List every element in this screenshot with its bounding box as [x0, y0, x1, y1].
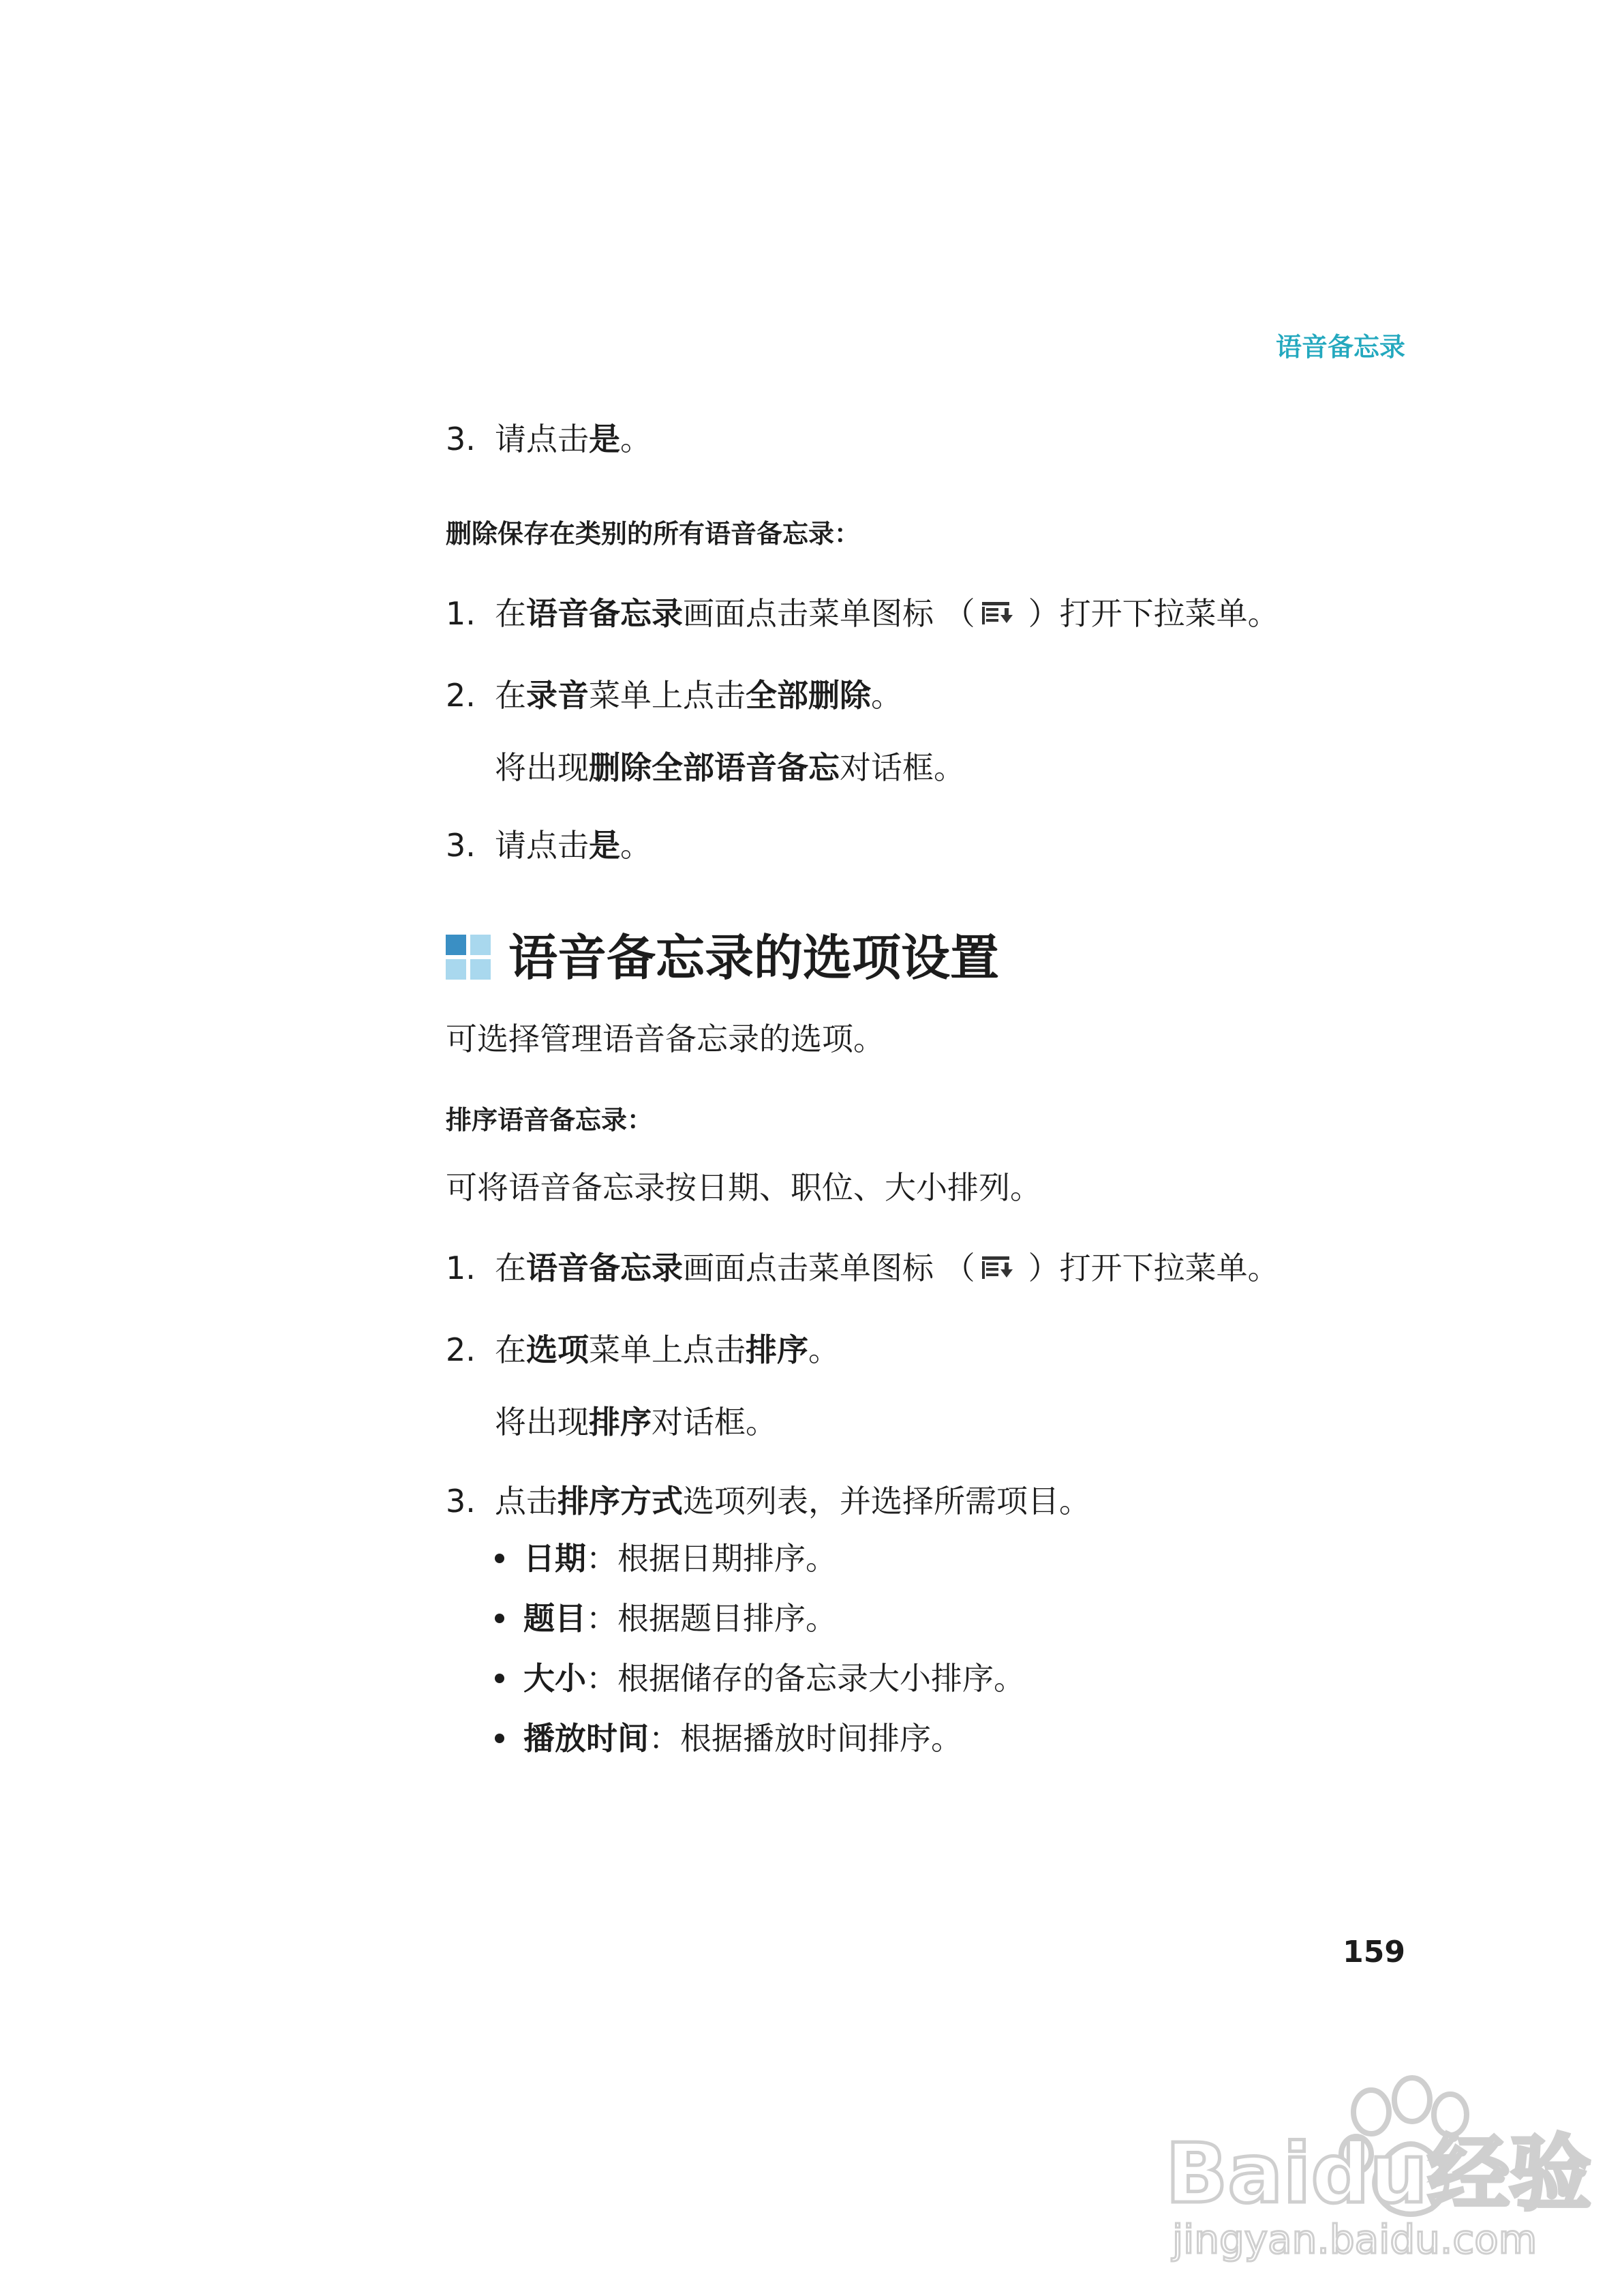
running-header: 语音备忘录: [1275, 332, 1405, 362]
menu-dropdown-icon: [981, 1254, 1023, 1282]
subheading-delete-category: 删除保存在类别的所有语音备忘录：: [446, 519, 861, 549]
step-text: ）打开下拉菜单。: [1028, 1250, 1279, 1286]
section-title: [446, 927, 999, 988]
step-note-sort: [495, 1402, 777, 1442]
page-number: 159: [1343, 1935, 1405, 1969]
step-confirm-top: [446, 419, 652, 459]
step-bold: 语音备忘录: [526, 595, 683, 632]
step-text: 在: [495, 1331, 526, 1368]
step-number: 1.: [446, 595, 476, 632]
bullet-text: 根据题目排序。: [617, 1600, 837, 1637]
step-2-sort: [446, 1329, 840, 1370]
step-bold: 录音: [526, 677, 589, 714]
step-text: 点击: [495, 1483, 557, 1520]
step-text: 请点击: [495, 827, 589, 864]
bullet-label: 题目: [523, 1600, 586, 1637]
baidu-jingyan-watermark: [1159, 2059, 1591, 2263]
step-bold: 是: [589, 827, 620, 864]
subheading-sort: 排序语音备忘录：: [446, 1105, 654, 1135]
step-text: 画面点击菜单图标 （: [683, 1250, 975, 1286]
step-text: 选项列表，并选择所需项目。: [683, 1483, 1090, 1520]
note-text: 将出现: [495, 749, 589, 786]
section-squares-icon: [446, 935, 491, 980]
step-text: 请点击: [495, 421, 589, 457]
bullet-text: 根据日期排序。: [617, 1540, 837, 1577]
bullet-dot-icon: [495, 1614, 504, 1623]
bullet-label: 日期: [523, 1540, 586, 1577]
bullet-label: 大小: [523, 1660, 586, 1697]
note-text: 对话框。: [840, 749, 965, 786]
step-text: 菜单上点击: [589, 677, 746, 714]
step-text: ）打开下拉菜单。: [1028, 595, 1279, 632]
bullet-sep: ：: [586, 1660, 617, 1697]
step-text: 。: [620, 421, 652, 457]
step-number: 3.: [446, 1483, 476, 1520]
bullet-sep: ：: [586, 1600, 617, 1637]
watermark-brand: Baidu经验: [1165, 2127, 1591, 2222]
bullet-dot-icon: [495, 1734, 504, 1743]
step-text: 在: [495, 1250, 526, 1286]
watermark-url: jingyan.baidu.com: [1172, 2216, 1537, 2263]
note-bold: 删除全部语音备忘: [589, 749, 840, 786]
bullet-sep: ：: [586, 1540, 617, 1577]
step-text: 在: [495, 595, 526, 632]
note-text: 对话框。: [652, 1404, 777, 1440]
sort-description: 可将语音备忘录按日期、职位、大小排列。: [446, 1169, 1041, 1206]
bullet-sep: ：: [649, 1720, 680, 1757]
bullet-text: 根据播放时间排序。: [680, 1720, 962, 1757]
step-text: 画面点击菜单图标 （: [683, 595, 975, 632]
step-text: 在: [495, 677, 526, 714]
step-number: 1.: [446, 1250, 476, 1286]
note-text: 将出现: [495, 1404, 589, 1440]
step-text: 。: [871, 677, 902, 714]
step-bold: 全部删除: [746, 677, 871, 714]
menu-dropdown-icon: [981, 600, 1023, 627]
step-2-delete: [446, 675, 902, 716]
step-bold: 排序方式: [557, 1483, 683, 1520]
note-bold: 排序: [589, 1404, 652, 1440]
bullet-dot-icon: [495, 1674, 504, 1683]
step-number: 3.: [446, 421, 476, 457]
step-bold: 是: [589, 421, 620, 457]
step-text: 。: [808, 1331, 840, 1368]
section-title-text: 语音备忘录的选项设置: [508, 929, 1000, 986]
bullet-item: [495, 1658, 1025, 1699]
bullet-item: [495, 1538, 837, 1579]
bullet-text: 根据储存的备忘录大小排序。: [617, 1660, 1025, 1697]
step-note-delete: [495, 747, 965, 788]
step-bold: 语音备忘录: [526, 1250, 683, 1286]
step-3-sort: [446, 1481, 1090, 1522]
bullet-item: [495, 1718, 962, 1759]
step-number: 2.: [446, 677, 476, 714]
step-text: 菜单上点击: [589, 1331, 746, 1368]
step-1-delete: [446, 593, 1279, 634]
bullet-dot-icon: [495, 1554, 504, 1563]
step-bold: 排序: [746, 1331, 808, 1368]
bullet-item: [495, 1598, 837, 1639]
step-number: 3.: [446, 827, 476, 864]
step-bold: 选项: [526, 1331, 589, 1368]
step-1-sort: [446, 1248, 1279, 1288]
bullet-label: 播放时间: [523, 1720, 649, 1757]
section-intro: 可选择管理语音备忘录的选项。: [446, 1021, 885, 1057]
step-text: 。: [620, 827, 652, 864]
step-number: 2.: [446, 1331, 476, 1368]
step-3-delete: [446, 825, 652, 866]
